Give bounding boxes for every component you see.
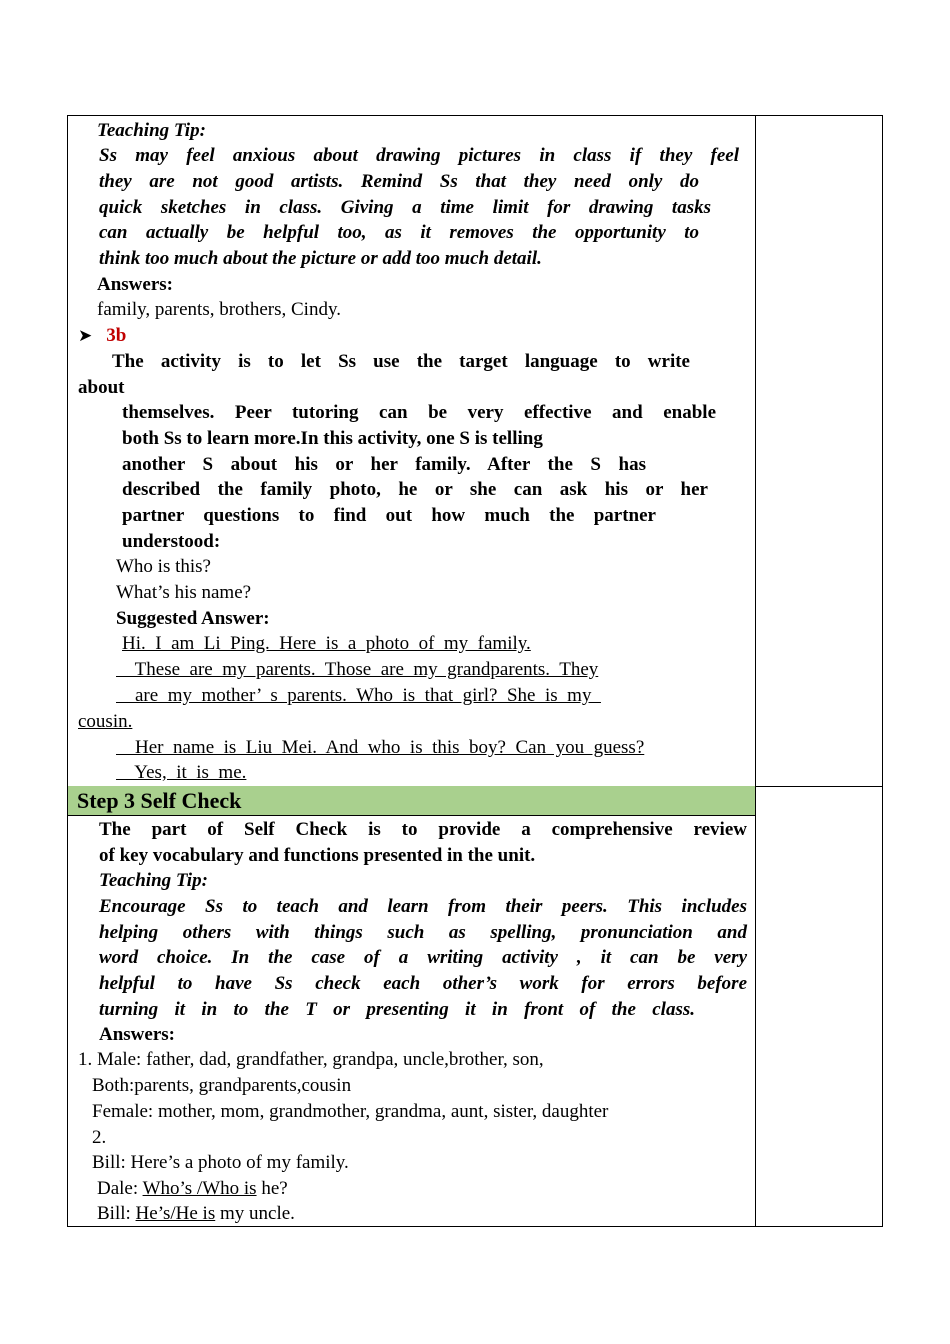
answers-label: Answers:: [99, 1024, 175, 1045]
speaker-label: Dale:: [97, 1178, 143, 1199]
dialog-line: [97, 1177, 288, 1201]
suggested-answer-line: Yes, it is me.: [116, 762, 247, 783]
answer-blank: He’s/He is: [135, 1203, 216, 1224]
suggested-answer-line: are my mother’ s parents. Who is that girl? She is my: [116, 685, 601, 706]
question-line: Who is this?: [116, 556, 211, 577]
dialog-text: he?: [256, 1178, 288, 1199]
dialog-line: Bill: Here’s a photo of my family.: [92, 1152, 349, 1173]
tip-line: think too much about the picture or add too much detail.: [99, 248, 542, 269]
answer-line: 2.: [92, 1127, 107, 1148]
answers-label: Answers:: [97, 274, 173, 295]
content-cell: [68, 116, 756, 786]
tip-line: can actually be helpful too, as it removes the opportunity to: [99, 222, 699, 243]
tip-line: Ss may feel anxious about drawing pictures in class if they feel: [99, 145, 739, 166]
tip-line: Encourage Ss to teach and learn from their peers. This includes: [99, 896, 747, 917]
teaching-tip-title: Teaching Tip:: [99, 870, 208, 891]
suggested-answer-line: cousin.: [78, 711, 133, 732]
answer-line: Female: mother, mom, grandmother, grandma, aunt, sister, daughter: [92, 1101, 609, 1122]
activity-line: understood:: [122, 531, 221, 552]
lesson-plan-table: [67, 115, 883, 1227]
section-3b-heading: [78, 324, 126, 348]
tip-line: turning it in to the T or presenting it in front of the class.: [99, 999, 695, 1020]
activity-line: about: [78, 377, 125, 398]
arrow-bullet-icon: ➤: [78, 326, 93, 345]
tip-line: quick sketches in class. Giving a time limit for drawing tasks: [99, 197, 711, 218]
suggested-answer-label: Suggested Answer:: [116, 608, 270, 629]
tip-line: they are not good artists. Remind Ss that they need only do: [99, 171, 699, 192]
table-row: [67, 786, 883, 1227]
activity-line: partner questions to find out how much the partner: [122, 505, 656, 526]
section-label: 3b: [106, 325, 127, 346]
dialog-line: [97, 1202, 295, 1226]
answer-line: Both:parents, grandparents,cousin: [92, 1075, 352, 1096]
table-row: [67, 115, 883, 787]
tip-line: helping others with things such as spelling, pronunciation and: [99, 922, 747, 943]
activity-line: both Ss to learn more.In this activity, one S is telling: [122, 428, 543, 449]
teaching-tip-title: Teaching Tip:: [97, 120, 206, 141]
suggested-answer-line: Her name is Liu Mei. And who is this boy? Can you guess?: [116, 737, 645, 758]
activity-line: another S about his or her family. After the S has: [122, 454, 646, 475]
activity-line: The activity is to let Ss use the target language to write: [112, 351, 690, 372]
dialog-text: my uncle.: [215, 1203, 295, 1224]
activity-line: described the family photo, he or she can ask his or her: [122, 479, 708, 500]
intro-line: The part of Self Check is to provide a comprehensive review: [99, 819, 747, 840]
intro-line: of key vocabulary and functions presented in the unit.: [99, 845, 536, 866]
tip-line: word choice. In the case of a writing activity , it can be very: [99, 947, 747, 968]
speaker-label: Bill:: [97, 1203, 136, 1224]
suggested-answer-line: Hi. I am Li Ping. Here is a photo of my family.: [122, 633, 531, 654]
answer-line: 1. Male: father, dad, grandfather, grandpa, uncle,brother, son,: [78, 1049, 544, 1070]
suggested-answer-line: These are my parents. Those are my grandparents. They: [116, 659, 599, 680]
answer-blank: Who’s /Who is: [142, 1178, 257, 1199]
step-heading-bar: [68, 786, 755, 816]
step-heading: Step 3 Self Check: [77, 788, 242, 813]
tip-line: helpful to have Ss check each other’s work for errors before: [99, 973, 747, 994]
content-cell: [68, 786, 756, 1226]
answers-text: family, parents, brothers, Cindy.: [97, 299, 341, 320]
question-line: What’s his name?: [116, 582, 252, 603]
activity-line: themselves. Peer tutoring can be very effective and enable: [122, 402, 716, 423]
